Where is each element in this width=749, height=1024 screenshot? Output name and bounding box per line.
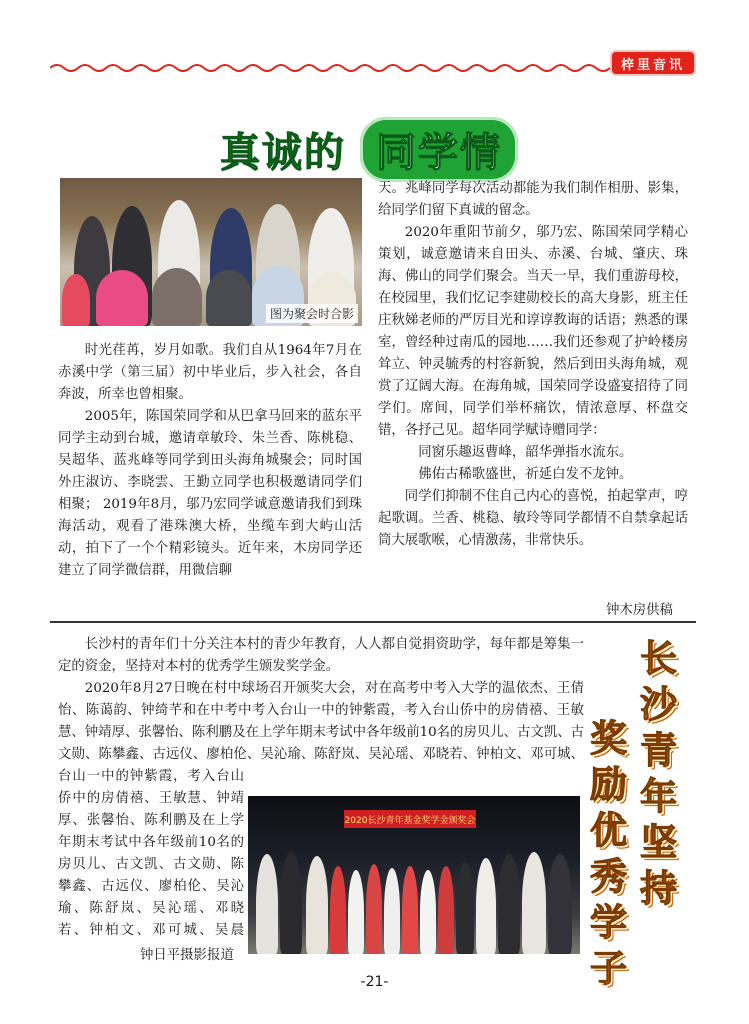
article2-signature: 钟日平摄影报道	[140, 948, 234, 963]
article2-title-col-2	[590, 716, 627, 992]
title-part-1: 真诚的	[220, 129, 346, 176]
title-char: 优	[590, 809, 627, 852]
poem-line: 佛佑古稀歌盛世，祈延白发不龙钟。	[418, 467, 633, 482]
page-number: -21-	[360, 974, 389, 990]
article1-signature: 钟木房供稿	[606, 603, 673, 618]
title-char: 年	[640, 775, 677, 818]
paragraph: 2005年，陈国荣同学和从巴拿马回来的蓝东平同学主动到台城，邀请章敏玲、朱兰香、陈桃稳、吴超华、蓝兆峰等同学到田头海角城聚会；同时国外庄淑访、李晓雲、王勤立同学也积极邀请同学们相聚； 2019年8月，邬乃宏同学诚意邀请我们到珠海活动，观看了港珠澳大桥，坐缆车到大屿山活动，拍下了一个个精彩镜头。近年来，木房同学还建立了同学微信群，用微信聊	[58, 409, 362, 578]
ceremony-banner: 2020长沙青年基金奖学金颁奖会	[344, 810, 476, 828]
paragraph: 长沙村的青年们十分关注本村的青少年教育，人人都自觉捐资助学，每年都是筹集一定的资金，坚持对本村的优秀学生颁发奖学金。	[58, 637, 584, 674]
title-char: 学	[590, 901, 627, 944]
paragraph: 2020年重阳节前夕，邬乃宏、陈国荣同学精心策划，诚意邀请来自田头、赤溪、台城、肇庆、珠海、佛山的同学们聚会。当天一早，我们重游母校，在校园里，我们忆记李建勋校长的高大身影，班主任庄秋娣老师的严厉目光和谆谆教诲的话语；熟悉的课室，曾经种过南瓜的园地……我们还参观了护岭楼房耸立、钟灵毓秀的村容新貌，然后到田头海角城，观赏了辽阔大海。在海角城，国荣同学设盛宴招待了同学们。席间，同学们举杯痛饮，情浓意厚、杯盘交错，各抒己见。超华同学赋诗赠同学：	[378, 225, 688, 438]
section-tag: 梓里音讯	[612, 52, 694, 74]
section-divider	[50, 621, 696, 623]
title-char: 沙	[640, 683, 677, 726]
title-char: 子	[590, 947, 627, 990]
article1-column-2	[378, 178, 688, 552]
title-part-2: 同学情	[360, 117, 518, 182]
title-char: 坚	[640, 821, 677, 864]
paragraph: 2020年8月27日晚在村中球场召开颁奖大会，对在高考中考入大学的温依杰、王倩怡、陈蔼韵、钟绮芊和在中考中考入台山一中的钟紫霞，考入台山侨中的房倩禧、王敏慧、钟靖厚、张馨怡、陈利鹏及在上学年期末考试中各年级前10名的房贝儿、古文凯、古文勋、陈攀鑫、古远仪、廖柏伦、吴沁瑜、陈舒岚、吴沁瑶、邓晓若、钟柏文、邓可城、	[58, 681, 584, 762]
paragraph: 同学们抑制不住自己内心的喜悦，拍起掌声，哼起歌调。兰香、桃稳、敏玲等同学都情不自禁拿起话筒大展歌喉，心情激荡，非常快乐。	[378, 489, 688, 548]
article-title	[220, 118, 518, 180]
title-char: 奖	[590, 717, 627, 760]
award-ceremony-photo	[248, 796, 580, 954]
article2-body-narrow	[58, 766, 244, 944]
title-char: 青	[640, 729, 677, 772]
title-char: 秀	[590, 855, 627, 898]
group-photo	[60, 178, 362, 326]
title-char: 持	[640, 867, 677, 910]
paragraph: 时光荏苒，岁月如歌。我们自从1964年7月在赤溪中学（第三届）初中毕业后，步入社会，各自奔波，所幸也曾相聚。	[58, 343, 362, 402]
article2-title-col-1	[640, 636, 677, 912]
article2-intro	[58, 634, 584, 678]
paragraph-continued: 天。兆峰同学每次活动都能为我们制作相册、影集，给同学们留下真诚的留念。	[378, 181, 688, 218]
header-wave-divider	[50, 62, 610, 74]
photo-caption: 图为聚会时合影	[266, 304, 358, 323]
article1-column-1	[58, 340, 362, 582]
article2-body-wide	[58, 678, 584, 766]
title-char: 长	[640, 637, 677, 680]
poem-line: 同窗乐趣返曹峰，韶华弹指水流东。	[418, 445, 633, 460]
title-char: 励	[590, 763, 627, 806]
paragraph-overflow: 台山一中的钟紫霞，考入台山侨中的房倩禧、王敏慧、钟靖厚、张馨怡、陈利鹏及在上学年期末考试中各年级前10名的房贝儿、古文凯、古文勋、陈攀鑫、古远仪、廖柏伦、吴沁瑜、陈舒岚、吴沁瑶、邓晓若、钟柏文、邓可城、吴晨	[58, 769, 244, 938]
